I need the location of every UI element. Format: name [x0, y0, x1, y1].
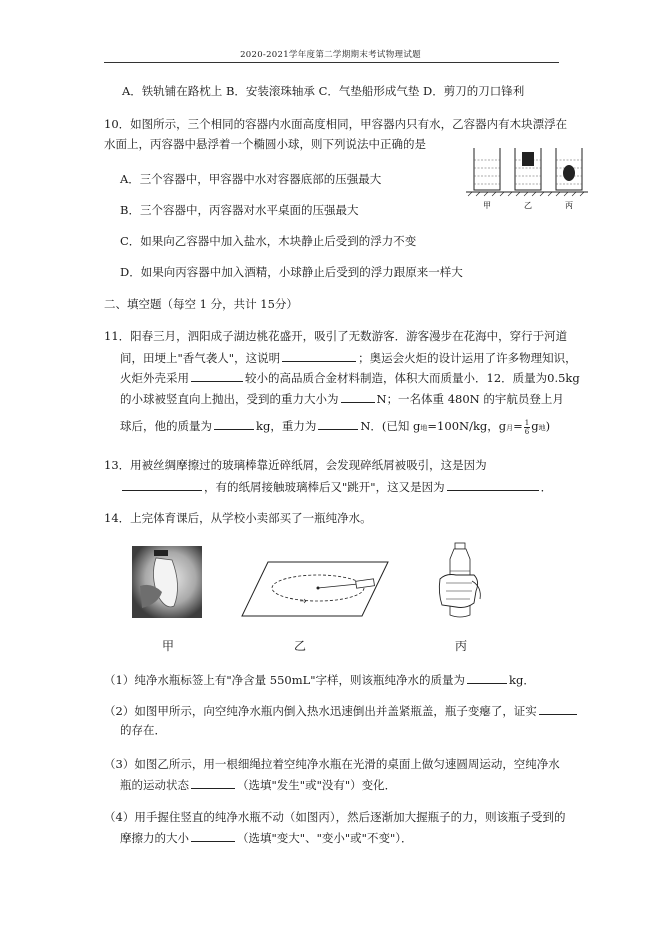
- fraction-numerator: 1: [524, 418, 530, 427]
- q10-option-d: D．如果向丙容器中加入酒精，小球静止后受到的浮力跟原来一样大: [120, 265, 463, 279]
- q13-blank-2[interactable]: [447, 479, 539, 491]
- q14-blank-4[interactable]: [191, 830, 235, 842]
- fig-label-jia: 甲: [483, 201, 491, 210]
- q12-blank-1[interactable]: [341, 391, 375, 403]
- q13-blank-1[interactable]: [122, 479, 202, 491]
- q13-text: ，有的纸屑接触玻璃棒后又"跳开"，这又是因为: [204, 480, 445, 494]
- q12-text: 的小球被竖直向上抛出，受到的重力大小为: [120, 392, 339, 406]
- caption-jia: 甲: [162, 639, 175, 653]
- q14-text: （选填"变大"、"变小"或"不变"）．: [237, 831, 413, 845]
- q10-stem-line1: 10．如图所示，三个相同的容器内水面高度相同，甲容器内只有水，乙容器内有木块漂浮在: [104, 117, 568, 131]
- q14-part3-line1: （3）如图乙所示，用一根细绳拉着空纯净水瓶在光滑的桌面上做匀速圆周运动，空纯净水: [104, 757, 560, 771]
- q12-blank-3[interactable]: [318, 418, 358, 430]
- q12-text: N；一名体重 480N 的宇航员登上月: [376, 392, 564, 406]
- q14-part2-line2: 的存在．: [120, 723, 166, 737]
- q14-text: kg．: [509, 673, 535, 687]
- q14-part1: [104, 672, 535, 688]
- q14-text: 瓶的运动状态: [120, 778, 189, 792]
- caption-bing: 丙: [455, 639, 468, 653]
- section2-title: 二、填空题（每空 1 分，共计 15分）: [104, 297, 298, 311]
- q10-containers-figure: [462, 140, 592, 212]
- q12-text: N．(已知 g: [360, 419, 421, 433]
- wood-block: [522, 152, 534, 166]
- q11-text: 间，田埂上"香气袭人"，这说明: [120, 351, 281, 365]
- q14-text: （1）纯净水瓶标签上有"净含量 550mL"字样，则该瓶纯净水的质量为: [104, 673, 466, 687]
- q11-text: 火炬外壳采用: [120, 371, 189, 385]
- q14-text: 摩擦力的大小: [120, 831, 189, 845]
- fig-label-bing: 丙: [565, 201, 573, 210]
- hand-bottle-figure: [436, 541, 486, 623]
- fraction-one-sixth: [524, 419, 530, 436]
- q12-text: g: [531, 419, 539, 433]
- q11-line5: [120, 418, 550, 436]
- header-rule: [104, 62, 559, 63]
- container-jia: [474, 148, 500, 190]
- q14-blank-1[interactable]: [467, 672, 507, 684]
- q11-line2: [120, 350, 577, 366]
- q11-text: 较小的高品质合金材料制造，体积大而质量小．12．质量为0.5kg: [245, 371, 580, 385]
- q14-part2-line1: [104, 703, 579, 719]
- q13-line1: 13．用被丝绸摩擦过的玻璃棒靠近碎纸屑，会发现碎纸屑被吸引，这是因为: [104, 458, 487, 472]
- q14-blank-3[interactable]: [191, 777, 235, 789]
- subscript-earth: 地: [538, 424, 546, 432]
- q11-text: ；奥运会火炬的设计运用了许多物理知识，: [358, 351, 577, 365]
- q12-text: =: [513, 419, 523, 433]
- q14-text: （2）如图甲所示，向空纯净水瓶内倒入热水迅速倒出并盖紧瓶盖，瓶子变瘪了，证实: [104, 704, 537, 718]
- q9-options: A．铁轨铺在路枕上 B．安装滚珠轴承 C．气垫船形成气垫 D．剪刀的刀口锋利: [122, 84, 525, 98]
- q14-stem: 14．上完体育课后，从学校小卖部买了一瓶纯净水。: [104, 511, 372, 525]
- q14-text: （选填"发生"或"没有"）变化．: [237, 778, 397, 792]
- q10-option-c: C．如果向乙容器中加入盐水，木块静止后受到的浮力不变: [120, 234, 417, 248]
- fraction-denominator: 6: [524, 427, 530, 436]
- fig-label-yi: 乙: [524, 201, 532, 210]
- q11-line4: [120, 391, 564, 407]
- subscript-earth: 地: [420, 424, 428, 432]
- q10-stem-line2: 水面上，丙容器中悬浮着一个椭圆小球，则下列说法中正确的是: [104, 137, 426, 151]
- q11-blank-1[interactable]: [282, 350, 356, 362]
- q12-text: kg，重力为: [256, 419, 317, 433]
- q10-option-b: B．三个容器中，丙容器对水平桌面的压强最大: [120, 203, 359, 217]
- q10-option-a: A．三个容器中，甲容器中水对容器底部的压强最大: [120, 172, 382, 186]
- q12-text: =100N/kg，g: [427, 419, 507, 433]
- q14-part3-line2: [120, 777, 396, 793]
- q13-text: ．: [540, 480, 553, 494]
- circular-motion-figure: [240, 560, 390, 618]
- bottle-photo-figure: [132, 546, 202, 618]
- ellipsoid-ball: [563, 165, 575, 181]
- q11-line1: 11．阳春三月，泗阳成子湖边桃花盛开，吸引了无数游客．游客漫步在花海中，穿行于河道: [104, 329, 568, 343]
- caption-yi: 乙: [294, 639, 307, 653]
- q12-blank-2[interactable]: [214, 418, 254, 430]
- q14-part4-line1: （4）用手握住竖直的纯净水瓶不动（如图丙），然后逐渐加大握瓶子的力，则该瓶子受到的: [104, 810, 566, 824]
- q14-blank-2[interactable]: [539, 703, 577, 715]
- q14-part4-line2: [120, 830, 413, 846]
- header-title: 2020-2021学年度第二学期期末考试物理试题: [240, 50, 421, 60]
- q12-text: 球后，他的质量为: [120, 419, 212, 433]
- q13-line2: [120, 479, 552, 495]
- q11-line3: [120, 370, 580, 386]
- q12-text: ): [545, 419, 551, 433]
- subscript-moon: 月: [506, 424, 514, 432]
- q11-blank-2[interactable]: [191, 370, 243, 382]
